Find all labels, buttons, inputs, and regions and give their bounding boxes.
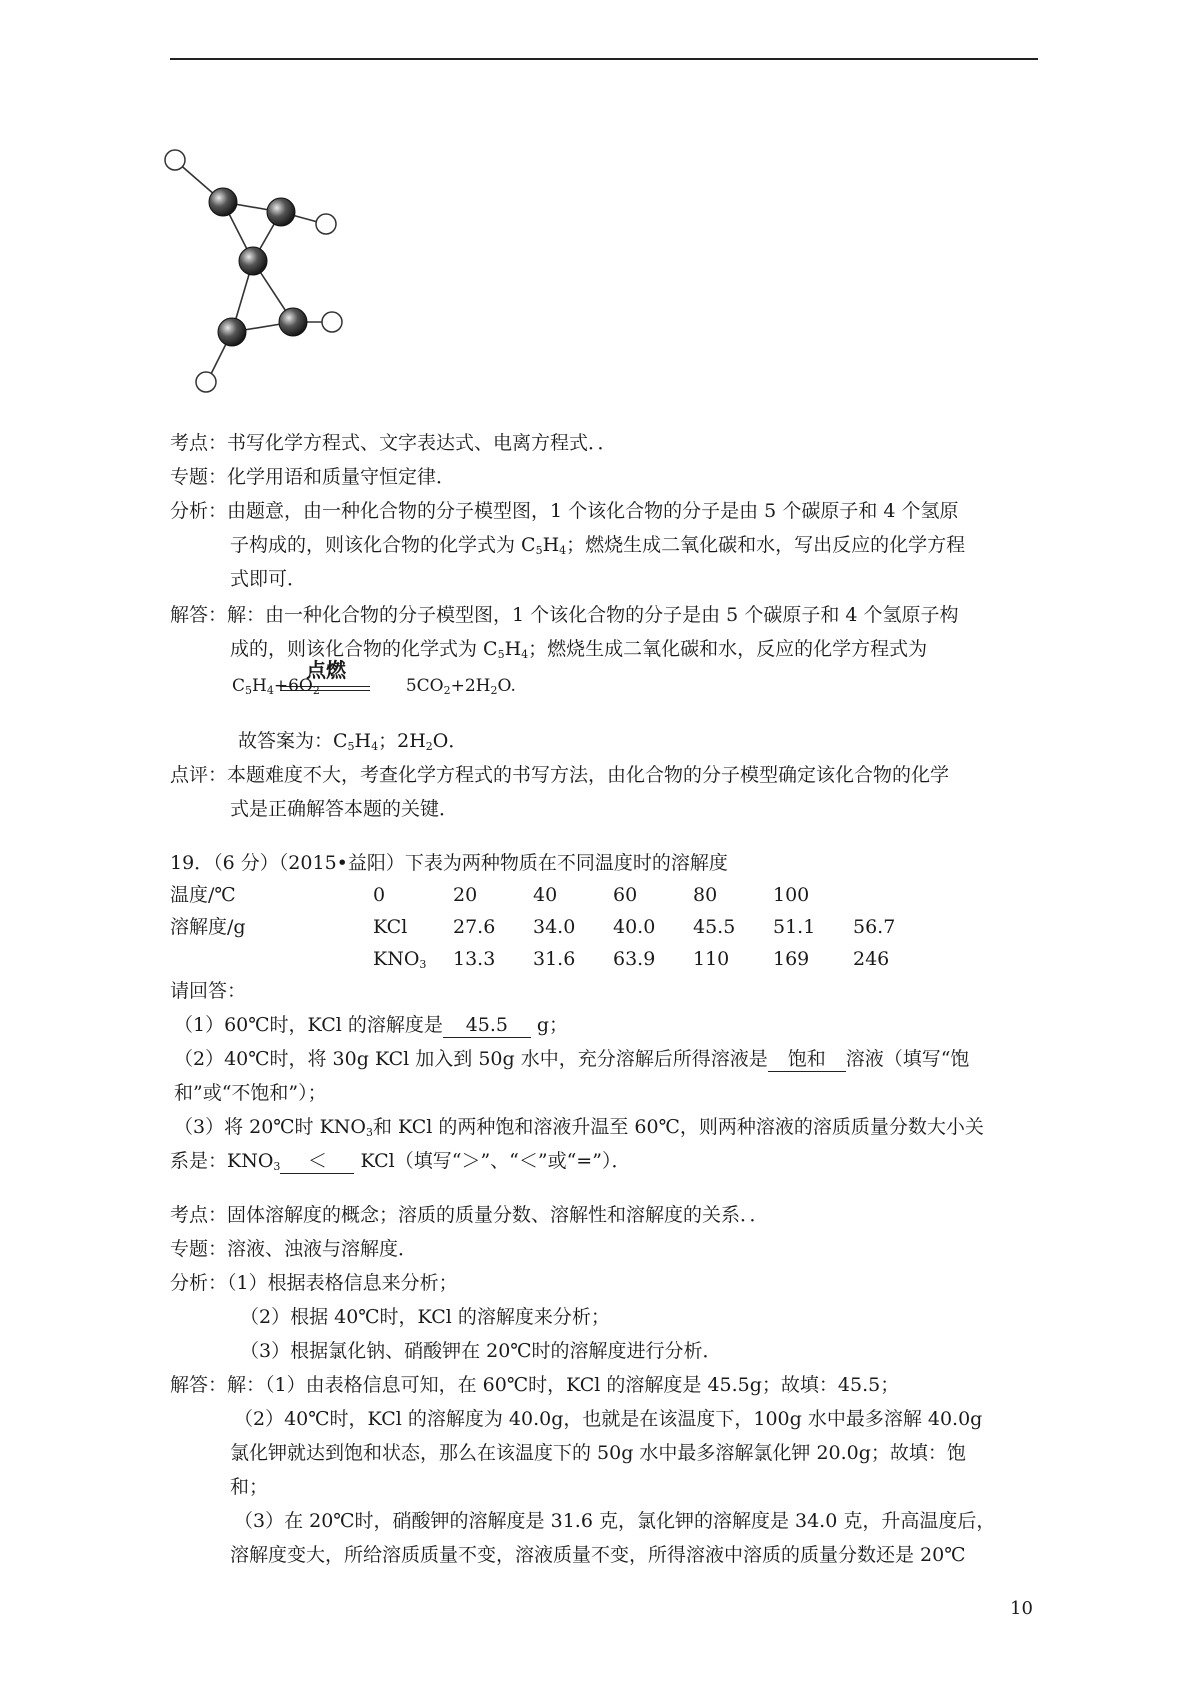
text: 和 KCl 的两种饱和溶液升温至 60℃，则两种溶液的溶质质量分数大小关 — [373, 1116, 984, 1138]
carbon-atoms — [209, 188, 307, 346]
answer-blank: 饱和 — [768, 1047, 846, 1072]
text: O. — [497, 676, 516, 696]
text: （1）60℃时，KCl 的溶解度是 — [174, 1014, 443, 1036]
text: 化学用语和质量守恒定律． — [227, 466, 456, 488]
text: 由题意，由一种化合物的分子模型图，1 个该化合物的分子是由 5 个碳原子和 4 个氢原 — [227, 500, 959, 522]
jieda-19-line5: （3）在 20℃时，硝酸钾的溶解度是 31.6 克，氯化钾的溶解度是 34.0 克，升高温度后， — [234, 1510, 996, 1532]
dianping-18-line2 — [230, 792, 458, 826]
carbon-atom — [279, 308, 307, 336]
label: 分析： — [170, 500, 228, 522]
temp-cell: 0 — [373, 884, 386, 906]
text: （3）将 20℃时 KNO — [174, 1116, 366, 1138]
fenxi-19-line3: （3）根据氯化钠、硝酸钾在 20℃时的溶解度进行分析． — [240, 1340, 722, 1362]
subscript: 5 — [535, 544, 543, 557]
molecule-model-figure — [160, 140, 370, 410]
text: C — [232, 676, 246, 696]
text: ；燃烧生成二氧化碳和水，反应的化学方程式为 — [528, 638, 928, 660]
text: 溶液、浊液与溶解度． — [227, 1238, 418, 1260]
subscript: 2 — [425, 740, 433, 753]
text: 溶液（填写“饱 — [845, 1048, 970, 1070]
page-number: 10 — [1010, 1598, 1033, 1619]
kaodian-18 — [170, 426, 617, 460]
jieda-19-line3: 氯化钾就达到饱和状态，那么在该温度下的 50g 水中最多溶解氯化钾 20.0g；故填：饱 — [230, 1442, 966, 1464]
text: H — [542, 534, 560, 556]
subscript: 5 — [497, 648, 505, 661]
text: 5CO — [405, 676, 444, 696]
text: 子构成的，则该化合物的化学式为 C — [230, 534, 536, 556]
text: （2）40℃时，将 30g KCl 加入到 50g 水中，充分溶解后所得溶液是 — [174, 1048, 768, 1070]
answer-blank: ＜ — [280, 1149, 354, 1174]
header-rule — [170, 58, 1038, 60]
zhuanti-18 — [170, 460, 455, 494]
text: 本题难度不大，考查化学方程式的书写方法，由化合物的分子模型确定该化合物的化学 — [227, 764, 950, 786]
hydrogen-atom — [322, 312, 342, 332]
subscript: 2 — [490, 684, 498, 697]
label: 点评： — [170, 764, 228, 786]
subscript: 3 — [419, 958, 427, 971]
jieda-19-line4: 和； — [230, 1476, 269, 1498]
dianping-18-line1 — [170, 758, 949, 792]
kcl-value: 40.0 — [613, 916, 656, 938]
question-19-part2-cont: 和”或“不饱和”）； — [174, 1082, 327, 1104]
hydrogen-atom — [165, 150, 185, 170]
answer-blank: 45.5 — [443, 1013, 531, 1038]
subscript: 5 — [245, 684, 253, 697]
question-19-part2 — [174, 1042, 969, 1076]
hydrogen-atom — [196, 372, 216, 392]
text: H — [504, 638, 522, 660]
fenxi-18-line1 — [170, 494, 958, 528]
text: ；2H — [378, 730, 426, 752]
text: H — [252, 676, 267, 696]
kaodian-19 — [170, 1198, 769, 1232]
text: KNO — [373, 948, 420, 970]
kno3-label — [373, 944, 426, 980]
carbon-atom — [209, 188, 237, 216]
label: 专题： — [170, 466, 228, 488]
temp-cell: 60 — [613, 884, 638, 906]
temp-label: 温度/℃ — [170, 884, 236, 906]
text: 系是：KNO — [170, 1150, 274, 1172]
question-19-ask: 请回答： — [170, 980, 247, 1002]
kno3-value: 169 — [773, 948, 810, 970]
text: KCl（填写“＞”、“＜”或“=”）． — [354, 1150, 631, 1172]
zhuanti-19 — [170, 1232, 417, 1266]
solubility-label: 溶解度/g — [170, 916, 246, 938]
text: 成的，则该化合物的化学式为 C — [230, 638, 498, 660]
subscript: 3 — [273, 1160, 281, 1173]
jieda-19-line6: 溶解度变大，所给溶质质量不变，溶液质量不变，所得溶液中溶质的质量分数还是 20℃ — [230, 1544, 966, 1566]
subscript: 3 — [366, 1126, 373, 1139]
text: 书写化学方程式、文字表达式、电离方程式．． — [227, 432, 617, 454]
jieda-19-line2: （2）40℃时，KCl 的溶解度为 40.0g，也就是在该温度下，100g 水中最多溶解 40.0g — [234, 1408, 983, 1430]
subscript: 2 — [312, 684, 320, 697]
kno3-value: 13.3 — [453, 948, 496, 970]
fenxi-19-line2: （2）根据 40℃时，KCl 的溶解度来分析； — [240, 1306, 610, 1328]
label: 解答： — [170, 1374, 228, 1396]
kno3-value: 246 — [853, 948, 890, 970]
label: 分析： — [170, 1272, 228, 1294]
question-19-title: 19．（6 分）（2015•益阳）下表为两种物质在不同温度时的溶解度 — [170, 852, 728, 874]
text: H — [354, 730, 372, 752]
jieda-18-line1 — [170, 598, 958, 632]
subscript: 4 — [559, 544, 567, 557]
kcl-value: 27.6 — [453, 916, 496, 938]
kno3-value: 31.6 — [533, 948, 576, 970]
reaction-condition: 点燃 — [306, 658, 346, 682]
text: （1）根据表格信息来分析； — [227, 1272, 458, 1294]
fenxi-18-line3 — [230, 562, 306, 596]
label: 考点： — [170, 1204, 228, 1226]
temp-cell: 20 — [453, 884, 478, 906]
label: 解答： — [170, 604, 228, 626]
fenxi-19-line1 — [170, 1266, 458, 1300]
text: 固体溶解度的概念；溶质的质量分数、溶解性和溶解度的关系．． — [227, 1204, 769, 1226]
label: 专题： — [170, 1238, 228, 1260]
subscript: 4 — [521, 648, 529, 661]
carbon-atom — [239, 247, 267, 275]
hydrogen-atom — [316, 214, 336, 234]
text: 解：（1）由表格信息可知，在 60℃时，KCl 的溶解度是 45.5g；故填：45.5； — [227, 1374, 900, 1396]
text: 式即可． — [230, 568, 307, 590]
carbon-atom — [218, 318, 246, 346]
subscript: 4 — [266, 684, 274, 697]
kcl-value: 56.7 — [853, 916, 896, 938]
text: g； — [530, 1014, 569, 1036]
question-19-part1 — [174, 1008, 568, 1042]
question-19-part3-cont — [170, 1144, 630, 1184]
kcl-label: KCl — [373, 916, 408, 938]
chemical-equation — [232, 676, 516, 697]
kcl-value: 51.1 — [773, 916, 816, 938]
text: 式是正确解答本题的关键． — [230, 798, 459, 820]
kno3-value: 63.9 — [613, 948, 656, 970]
temp-cell: 80 — [693, 884, 718, 906]
jieda-19-line1 — [170, 1368, 899, 1402]
text: ；燃烧生成二氧化碳和水，写出反应的化学方程 — [566, 534, 966, 556]
subscript: 5 — [347, 740, 355, 753]
temp-cell: 40 — [533, 884, 558, 906]
text: O． — [432, 730, 468, 752]
carbon-atom — [267, 198, 295, 226]
label: 考点： — [170, 432, 228, 454]
fenxi-18-line2 — [230, 528, 965, 568]
kcl-value: 34.0 — [533, 916, 576, 938]
kcl-value: 45.5 — [693, 916, 736, 938]
text: 故答案为：C — [238, 730, 348, 752]
text: +2H — [450, 676, 491, 696]
text: 解：由一种化合物的分子模型图，1 个该化合物的分子是由 5 个碳原子和 4 个氢原子构 — [227, 604, 959, 626]
text: +6O — [273, 676, 313, 696]
temp-cell: 100 — [773, 884, 810, 906]
subscript: 2 — [443, 684, 451, 697]
subscript: 4 — [371, 740, 379, 753]
kno3-value: 110 — [693, 948, 730, 970]
